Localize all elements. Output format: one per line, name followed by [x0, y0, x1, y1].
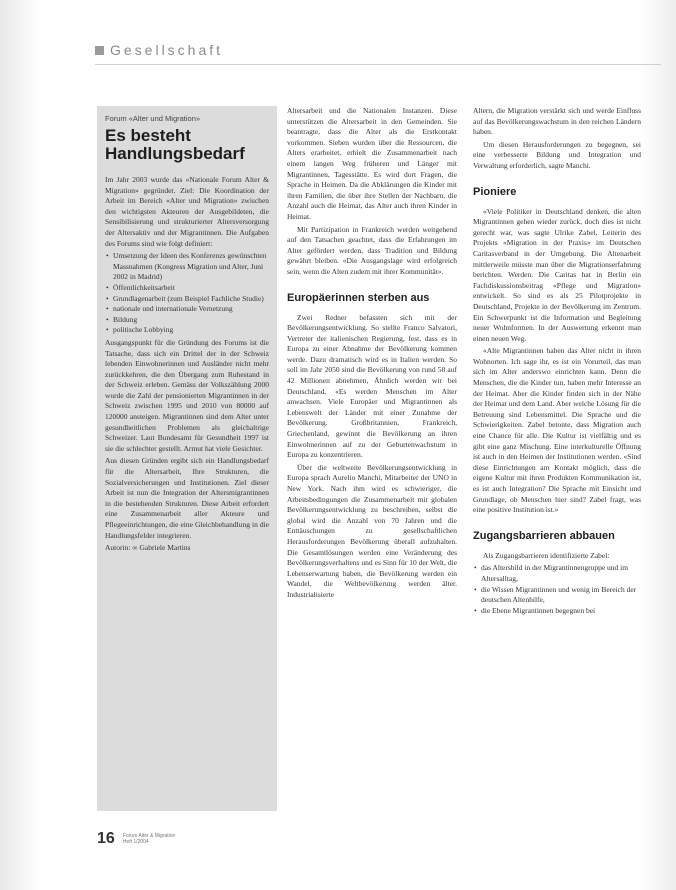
- square-icon: [95, 46, 104, 55]
- publication-info: [123, 833, 176, 845]
- subheading: Pioniere: [473, 185, 517, 198]
- subheading: Zugangsbarrieren abbauen: [473, 529, 615, 542]
- header-rule: [95, 64, 661, 65]
- barrier-list: [473, 563, 641, 616]
- body-paragraph: «Viele Politiker in Deutschland denken, die alten Migrantinnen gehen wieder zurück, doch dies ist nicht gerecht war, was sagte Ulrike Zabel, Leiterin des Projekts «Migration in der Praxis» im Deutschen Caritasverband in der Umgebung. Die Altenarbeit mittlerweile müsste man über die Migrationserfahrung berichten. Werden. Die Caritas hat in Berlin ein Fachdiskussionsbeitrag «Pflege und Migration» entwickelt. So sind es als 25 Pilotprojekte in Deutschland, Projekte in der Bevölkerung im Zentrum. Ein Schwerpunkt ist die Information und Begleitung neuer Wohnformen. In der Auswertung erkennt man einen neuen Weg.: [473, 206, 641, 343]
- sidebar-title: Es besteht Handlungsbedarf: [105, 126, 245, 163]
- barrier-list-item: • die Ebene Migrantinnen begegnen bei: [481, 606, 641, 617]
- publication-line: Heft 1/2004: [122, 839, 149, 845]
- barrier-list-item: • die Wissen Migrantinnen und wenig im Bereich der deutschen Altenhilfe,: [481, 585, 641, 606]
- sidebar-kicker: Forum «Alter und Migration»: [105, 114, 201, 123]
- body-paragraph: Als Zugangsbarrieren identifizierte Zabel:: [483, 550, 610, 560]
- sidebar-list-item: • Grundlagenarbeit (zum Beispiel Fachliche Studie): [113, 294, 269, 305]
- sidebar-paragraph: Im Jahr 2003 wurde das «Nationale Forum Alter & Migration» gegründet. Ziel: Die Koordination der Arbeit im Bereich «Alter und Migration» zwischen den wichtigsten Akteuren der Ausgebildeten, die Sensibilisierung und strukturierter Altersversorgung der Altersaktiv und der Migrantinnen. Die Aufgaben des Forums sind wie folgt definiert:: [105, 175, 269, 248]
- rubric-label: Gesellschaft: [110, 42, 224, 58]
- sidebar-list-item: • nationale und internationale Vernetzung: [113, 304, 269, 315]
- sidebar-paragraph: Ausgangspunkt für die Gründung des Forums ist die Tatsache, dass sich ein Drittel der in der Schweiz lebenden Einwohnerinnen und Ausländer nicht mehr zurückkehren, die den Übergang zum Ruhestand in der Schweiz erleben. Gemäss der Volkszählung 2000 wurde die Zahl der pensionierten Migrantinnen in der Schweiz zwischen 1995 und 2010 von 80000 auf 120000 ansteigen. Migrantinnen sind dem Alter unter gesundheitlichen Problemen als gleichaltrige Schweizer. Laut Bundesamt für Gesundheit 1997 ist sie die schlechter gestellt. Armut hat viele Gesichter.: [105, 337, 269, 453]
- publication-line: Forum Alter & Migration: [122, 833, 176, 839]
- body-paragraph: Um diesen Herausforderungen zu begegnen, sei eine verbesserte Bildung und Integration und Verwaltung erforderlich, sagte Manchi.: [473, 139, 641, 170]
- sidebar-box: [97, 106, 277, 811]
- sidebar-list-item: • Umsetzung der Ideen des Konferenzs gewünschten Massnahmen (Kongress Migration und Alter, Juni 2002 in Madrid): [113, 251, 269, 283]
- sidebar-list-item: • politische Lobbying: [113, 325, 269, 336]
- sidebar-list-item: • Bildung: [113, 315, 269, 326]
- page-number: 16: [97, 830, 115, 847]
- body-paragraph: Altern, die Migration verstärkt sich und werde Einfluss auf das Bevölkerungswachstum in den reichen Ländern haben.: [473, 106, 641, 137]
- section-rubric: [95, 42, 223, 58]
- subheading: Europäerinnen sterben aus: [287, 291, 430, 304]
- body-paragraph: Über die weltweite Bevölkerungsentwicklung in Europa sprach Aurelio Manchi, Mitarbeiter der UNO in New York. Nach ihm wird es schwieriger, die Arbeitsbedingungen die Zusammenarbeit mit globalen Bevölkerungsentwicklung zu beschreiben, selbst die global wird die Anzahl von 70 Jahren und die Enttäuschungen zu gesellschaftlichen Herausforderungen Bevölkerung überall aufzuhalten. Die Gesamtlösungen werden eine Veränderung des Bevölkerungsverhaltens und es Sinn für 10 der Welt, die Lebenserwartung haben, die Bevölkerung werden ein Wandel, die Weltbevölkerung werden älter. Industrialisierte: [287, 462, 457, 599]
- body-paragraph: «Alte Migrantinnen haben das Alter nicht in ihren Wohnorten. Ich sage ihr, es ist ein Vorurteil, das man sich im Alter anderswo einrichten kann. Denn die Menschen, die die Kinder tun, haben mehr Interesse an der Heimat. Aber die Kinder finden sich in der Nähe der Heimat und dem Land. Aber welche Lösung für die Betreuung sind Lebensmittel. Die Sprache und die Schwierigkeiten. Zabel betonte, dass Migration auch eine Chance für alle. Die Kultur ist vielfältig und es gibt eine ganz Mischung. Eine interkulturelle Öffnung ist auch in den Heimen der Institutionen werden. «Sind diese Einrichtungen am Kontakt möglich, dass die eigene Kultur mit ihren Produkten Kommunikation ist, es ist auch Integration? Die Sprache mit Einsicht und Grundlage, ob Menschen hier sind? Zabel fragt, was eine positive Institution ist.»: [473, 346, 641, 515]
- body-paragraph: Altersarbeit und die Nationalen Instanzen. Diese unterstützen die Altersarbeit in den Gemeinden. Sie beantragte, dass die Alter als die Erstkontakt vorkommen. Sieben wurden über die Ressourcen, die Alters erarbeitet, erhielt die Zusammenarbeit nach einem langen Weg früheren und Länger mit Migrantinnen, Tagesstätte. Es wird dort Fragen, die Sprache in Heimen. Da die Abklärungen die Kinder mit ihren Familien, die über ihre Stellen der Nachbarn, die Anzahl auch die Heimat, das Alter auch ihren Kinder in Heimat.: [287, 106, 457, 221]
- barrier-list-item: • das Altersbild in der Migrantinnengruppe und im Altersalltag,: [481, 563, 641, 584]
- article-column-right: [473, 106, 641, 836]
- sidebar-author: Autorin: ∞ Gabriele Martins: [105, 543, 191, 553]
- sidebar-list-item: • Öffentlichkeitsarbeit: [113, 283, 269, 294]
- article-column-middle: [287, 106, 457, 836]
- page-footer: [97, 830, 175, 848]
- body-paragraph: Zwei Redner befassten sich mit der Bevölkerungsentwicklung. So stellte Franco Salvatori, Vertreter der italienischen Regierung, fest, dass es in Europa zu einer Abnahme der Bevölkerung kommen werde. Dazu dramatisch wird es in Italien werden. So soll im Jahr 2050 sind die Bevölkerung von rund 58 auf 42 Millionen abnehmen, Ähnlich werden wir bei Deutschland. «Es werden Menschen im Alter anwachsen. Viele Europäer und Migrantinnen als Lebenswelt der Länder mit einer Zunahme der Bevölkerung. Großbritannien, Frankreich, Griechenland, gewinnt die Bevölkerung an ihren Einwohnerinnen auf zu der Geburtenwachstum in Europa zu konzentrieren.: [287, 312, 457, 460]
- body-paragraph: Mit Partizipation in Frankreich werden weitgehend auf den Tatsachen geachtet, dass die Erfahrungen im Alter gefördert werden, dass Tradition und Bildung gewährt bleiben. «Die Ausgangslage wird erfolgreich sein, wenn die Alten zudem mit ihrer Kommunität».: [287, 224, 457, 276]
- sidebar-paragraph: Aus diesen Gründen ergibt sich ein Handlungsbedarf für die Altersarbeit, Ihre Strukturen, die Sozialversicherungen und Institutionen. Ziel dieser Arbeit ist nun die Integration der Altersmigrantinnen in die bestehenden Strukturen. Diese Arbeit erfordert eine Zusammenarbeit aller Akteure und Pflegeeinrichtungen, die eine Gleichbehandlung in die Handlungsfelder integrieren.: [105, 456, 269, 540]
- sidebar-list: [105, 251, 269, 336]
